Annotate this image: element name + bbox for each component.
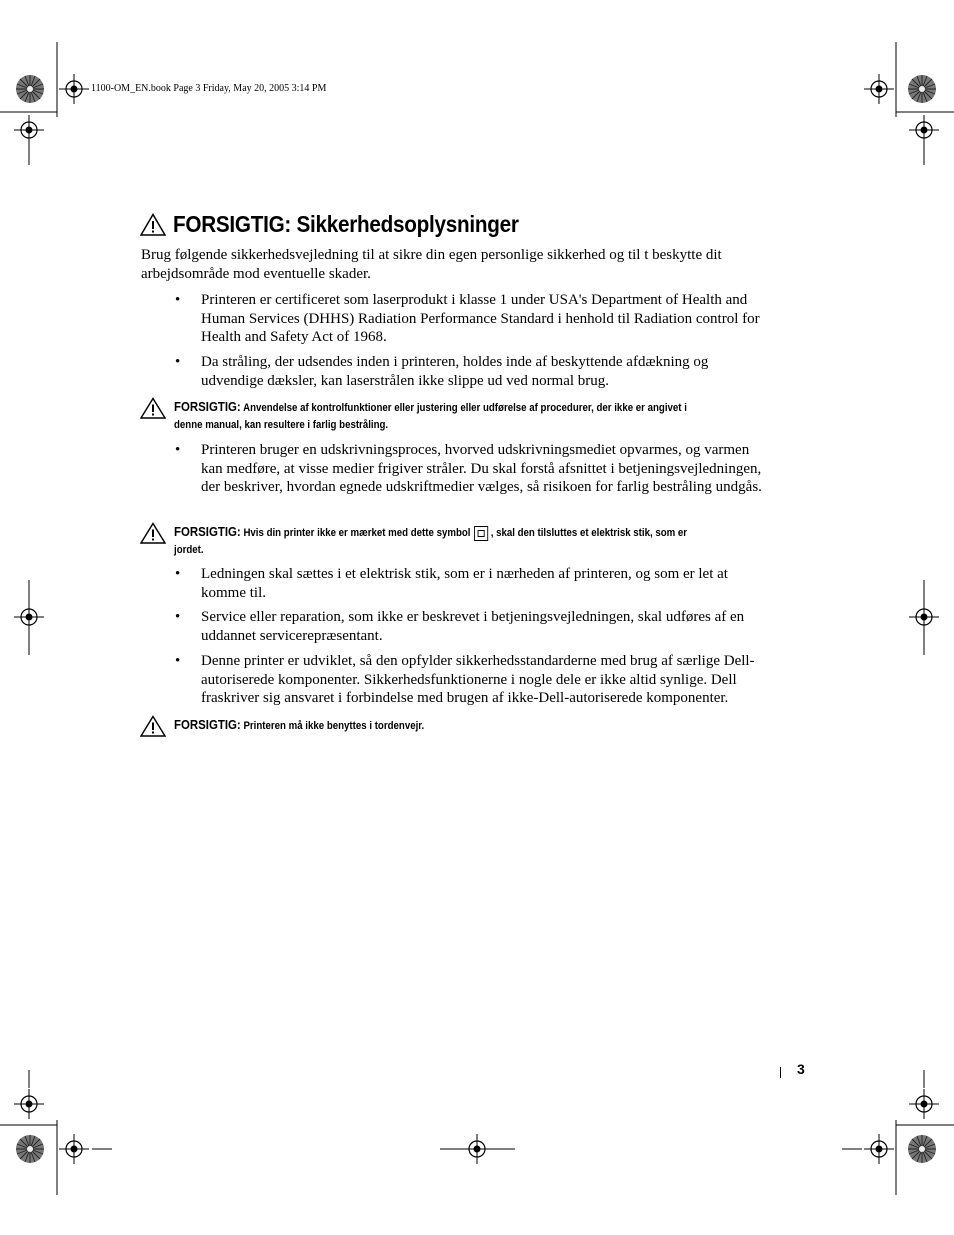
list-item: • Denne printer er udviklet, så den opfylder sikkerhedsstandarderne med brug af særlige Dell-autoriserede komponenter. Sikkerhedsfunktionerne i nogle dele er ikke altid synlige. Dell fraskriver sig ansvaret i forbindelse med brugen af ikke-Dell-autoriserede komponenter. [175, 652, 755, 707]
color-starburst-icon [16, 75, 44, 103]
bullet-list-2 [175, 441, 765, 503]
list-item: • Ledningen skal sættes i et elektrisk stik, som er i nærheden af printeren, og som er let at komme til. [175, 566, 728, 601]
list-item: • Printeren er certificeret som laserprodukt i klasse 1 under USA's Department of Health and Human Services (DHHS) Radiation Performance Standard i henhold til Radiation control for Health and Safety Act of 1968. [175, 292, 760, 346]
caution-text: FORSIGTIG: Hvis din printer ikke er mærket med dette symbol , skal den tilsluttes et elektrisk stik, som er jordet. [174, 524, 688, 556]
warning-triangle-icon [140, 213, 166, 236]
caution-note-2 [140, 523, 760, 559]
intro-paragraph: Brug følgende sikkerhedsvejledning til at sikre din egen personlige sikkerhed og til t beskytte dit arbejdsområde mod eventuelle skader. [141, 247, 722, 282]
page-title: FORSIGTIG: Sikkerhedsoplysninger [173, 211, 519, 237]
bullet-list-1 [175, 291, 765, 397]
bullet-list-3 [175, 565, 765, 714]
registration-mark-icon [14, 115, 44, 145]
registration-mark-icon [59, 1134, 89, 1164]
page-number: 3 [797, 1061, 805, 1077]
list-item: • Da stråling, der udsendes inden i printeren, holdes inde af beskyttende afdækning og udvendige dæksler, kan laserstrålen ikke slippe ud ved normal brug. [175, 354, 709, 389]
page-number-divider [780, 1067, 781, 1078]
section-title [140, 209, 557, 239]
double-insulation-symbol-icon [474, 526, 488, 541]
list-item: • Service eller reparation, som ikke er beskrevet i betjeningsvejledningen, skal udføres af en uddannet servicerepræsentant. [175, 609, 745, 645]
registration-mark-icon [864, 1134, 894, 1164]
registration-mark-icon [59, 74, 89, 104]
warning-triangle-icon [140, 397, 166, 419]
caution-note-1 [140, 398, 760, 434]
color-starburst-icon [16, 1135, 44, 1163]
registration-mark-icon [909, 115, 939, 145]
color-starburst-icon [908, 1135, 936, 1163]
registration-mark-icon [14, 1089, 44, 1119]
list-item: • Printeren bruger en udskrivningsproces, hvorved udskrivningsmediet opvarmes, og varmen kan medføre, at visse medier frigiver stråler. Du skal forstå afsnittet i betjeningsvejledningen, der beskriver, hvordan egnede udskriftmedier vælges, så risikoen for farlig bestråling undgås. [175, 442, 762, 496]
color-starburst-icon [908, 75, 936, 103]
book-header-stamp: 1100-OM_EN.book Page 3 Friday, May 20, 2005 3:14 PM [91, 83, 327, 94]
warning-triangle-icon [140, 522, 166, 544]
registration-mark-icon [909, 1089, 939, 1119]
registration-mark-icon [864, 74, 894, 104]
caution-text: FORSIGTIG: Printeren må ikke benyttes i tordenvejr. [174, 717, 425, 732]
caution-text: FORSIGTIG: Anvendelse af kontrolfunktioner eller justering eller udførelse af procedurer, der ikke er angivet i denne manual, kan resultere i farlig bestråling. [174, 399, 687, 431]
caution-note-3 [140, 716, 760, 737]
warning-triangle-icon [140, 715, 166, 737]
